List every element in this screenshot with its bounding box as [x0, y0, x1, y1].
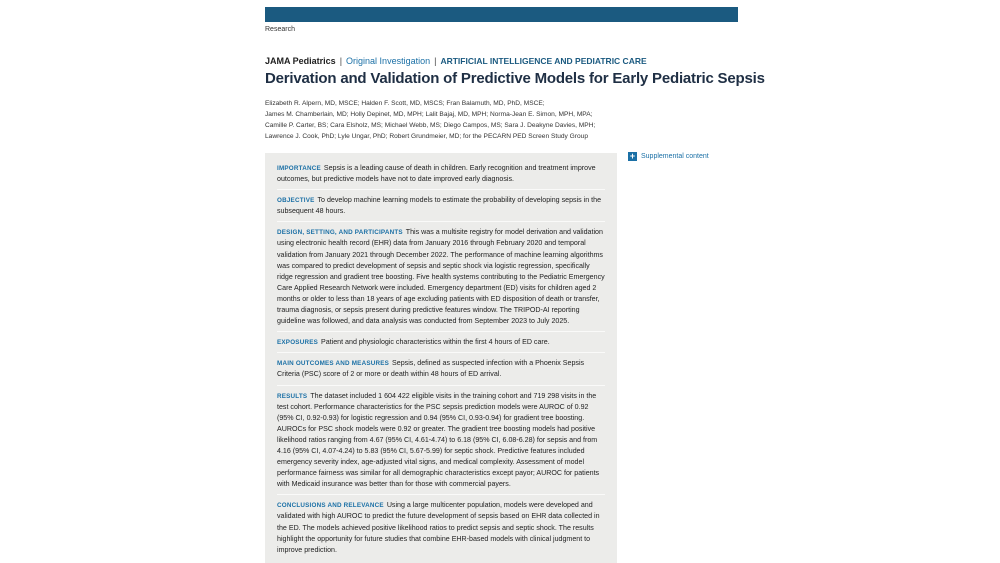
abstract-heading: MAIN OUTCOMES AND MEASURES [277, 360, 390, 368]
abstract-heading: IMPORTANCE [277, 165, 321, 172]
abstract-conclusions [277, 500, 605, 559]
abstract-text: Sepsis, defined as suspected infection with a Phoenix Sepsis Criteria (PSC) score of 2 or more or death within 48 hours of ED arrival. [277, 359, 585, 379]
article-title: Derivation and Validation of Predictive Models for Early Pediatric Sepsis [265, 70, 765, 87]
abstract-heading: OBJECTIVE [277, 197, 315, 205]
author-list [265, 98, 625, 142]
abstract-text: This was a multisite registry for model derivation and validation using electronic health record (EHR) data from January 2016 through February 2020 and temporal validation from January 2021 through December 2022. The performance of machine learning algorithms was compared to predict development of sepsis and septic shock via logistic regression, specifically ridge regression and gradient tree boosting. Five health systems contributing to the Pediatric Emergency Care Applied Research Network were included. Emergency department (ED) visits for children aged 2 months or older to less than 18 years of age excluding patients with ED disposition of death or transfer, trauma diagnosis, or sepsis present during predictive features window. The TRIPOD-AI reporting guideline was followed, and data analysis was conducted from September 2023 to July 2025. [277, 228, 605, 326]
journal-line [265, 56, 647, 66]
abstract-text: The dataset included 1 604 422 eligible visits in the training cohort and 719 298 visits in the test cohort. Performance characteristics for the PSC sepsis prediction models were AUROC of 0.92 (95% CI, 0.92-0.93) for logistic regression and 0.94 (95% CI, 0.93-0.94) for gradient tree boosting. AUROCs for PSC shock models were 0.92 or greater. The gradient tree boosting models had positive likelihood ratios ranging from 4.67 (95% CI, 4.61-4.74) to 6.18 (95% CI, 6.08-6.28) for sepsis and from 4.16 (95% CI, 4.07-4.24) to 5.83 (95% CI, 5.67-5.99) for septic shock. Predictive features included emergency severity index, age-adjusted vital signs, and medical complexity. Assessment of model performance fairness was similar for all demographic characteristics except payor; AUROC for patients with Medicaid insurance was better than for those with commercial payers. [277, 391, 600, 489]
top-banner [265, 7, 738, 22]
section-label: Research [265, 26, 295, 33]
author-line: Lawrence J. Cook, PhD; Lyle Ungar, PhD; Robert Grundmeier, MD; for the PECARN PED Screen Study Group [265, 133, 588, 140]
journal-name[interactable]: JAMA Pediatrics [265, 56, 336, 66]
abstract-heading: CONCLUSIONS AND RELEVANCE [277, 502, 384, 510]
collection-link[interactable]: ARTIFICIAL INTELLIGENCE AND PEDIATRIC CARE [440, 56, 647, 66]
abstract-outcomes [277, 358, 605, 385]
plus-icon: + [629, 151, 636, 161]
abstract-text: To develop machine learning models to estimate the probability of developing sepsis in the subsequent 48 hours. [277, 196, 602, 216]
author-line: James M. Chamberlain, MD; Holly Depinet, MD, MPH; Lalit Bajaj, MD, MPH; Norma-Jean E. Simon, MPH, MPA; [265, 111, 593, 118]
abstract-importance [277, 163, 605, 190]
abstract-text: Sepsis is a leading cause of death in children. Early recognition and treatment improve outcomes, but predictive models have not to date improved early diagnosis. [277, 164, 596, 184]
abstract-heading: RESULTS [277, 392, 308, 400]
abstract-box [265, 153, 617, 563]
article-type-link[interactable]: Original Investigation [346, 56, 431, 66]
abstract-heading: DESIGN, SETTING, AND PARTICIPANTS [277, 229, 403, 237]
abstract-text: Patient and physiologic characteristics within the first 4 hours of ED care. [321, 338, 550, 347]
abstract-exposures [277, 337, 605, 353]
separator: | [339, 56, 343, 66]
abstract-objective [277, 195, 605, 222]
supplemental-content-link[interactable] [628, 152, 709, 161]
separator: | [434, 56, 437, 66]
supplemental-label: Supplemental content [641, 153, 709, 160]
abstract-text: Using a large multicenter population, models were developed and validated with high AUROC to predict the future development of sepsis based on EHR data collected in the ED. The models achieved positive likelihood ratios to predict sepsis and septic shock. The results highlight the opportunity for future studies that combine EHR-based models with clinical judgment to improve prediction. [277, 501, 600, 554]
abstract-results [277, 391, 605, 496]
author-line: Camille P. Carter, BS; Cara Elsholz, MS; Michael Webb, MS; Diego Campos, MS; Sara J. Deakyne Davies, MPH; [265, 122, 596, 129]
abstract-heading: EXPOSURES [277, 339, 318, 347]
abstract-design [277, 227, 605, 332]
author-line: Elizabeth R. Alpern, MD, MSCE; Halden F. Scott, MD, MSCS; Fran Balamuth, MD, PhD, MSCE; [265, 100, 545, 107]
